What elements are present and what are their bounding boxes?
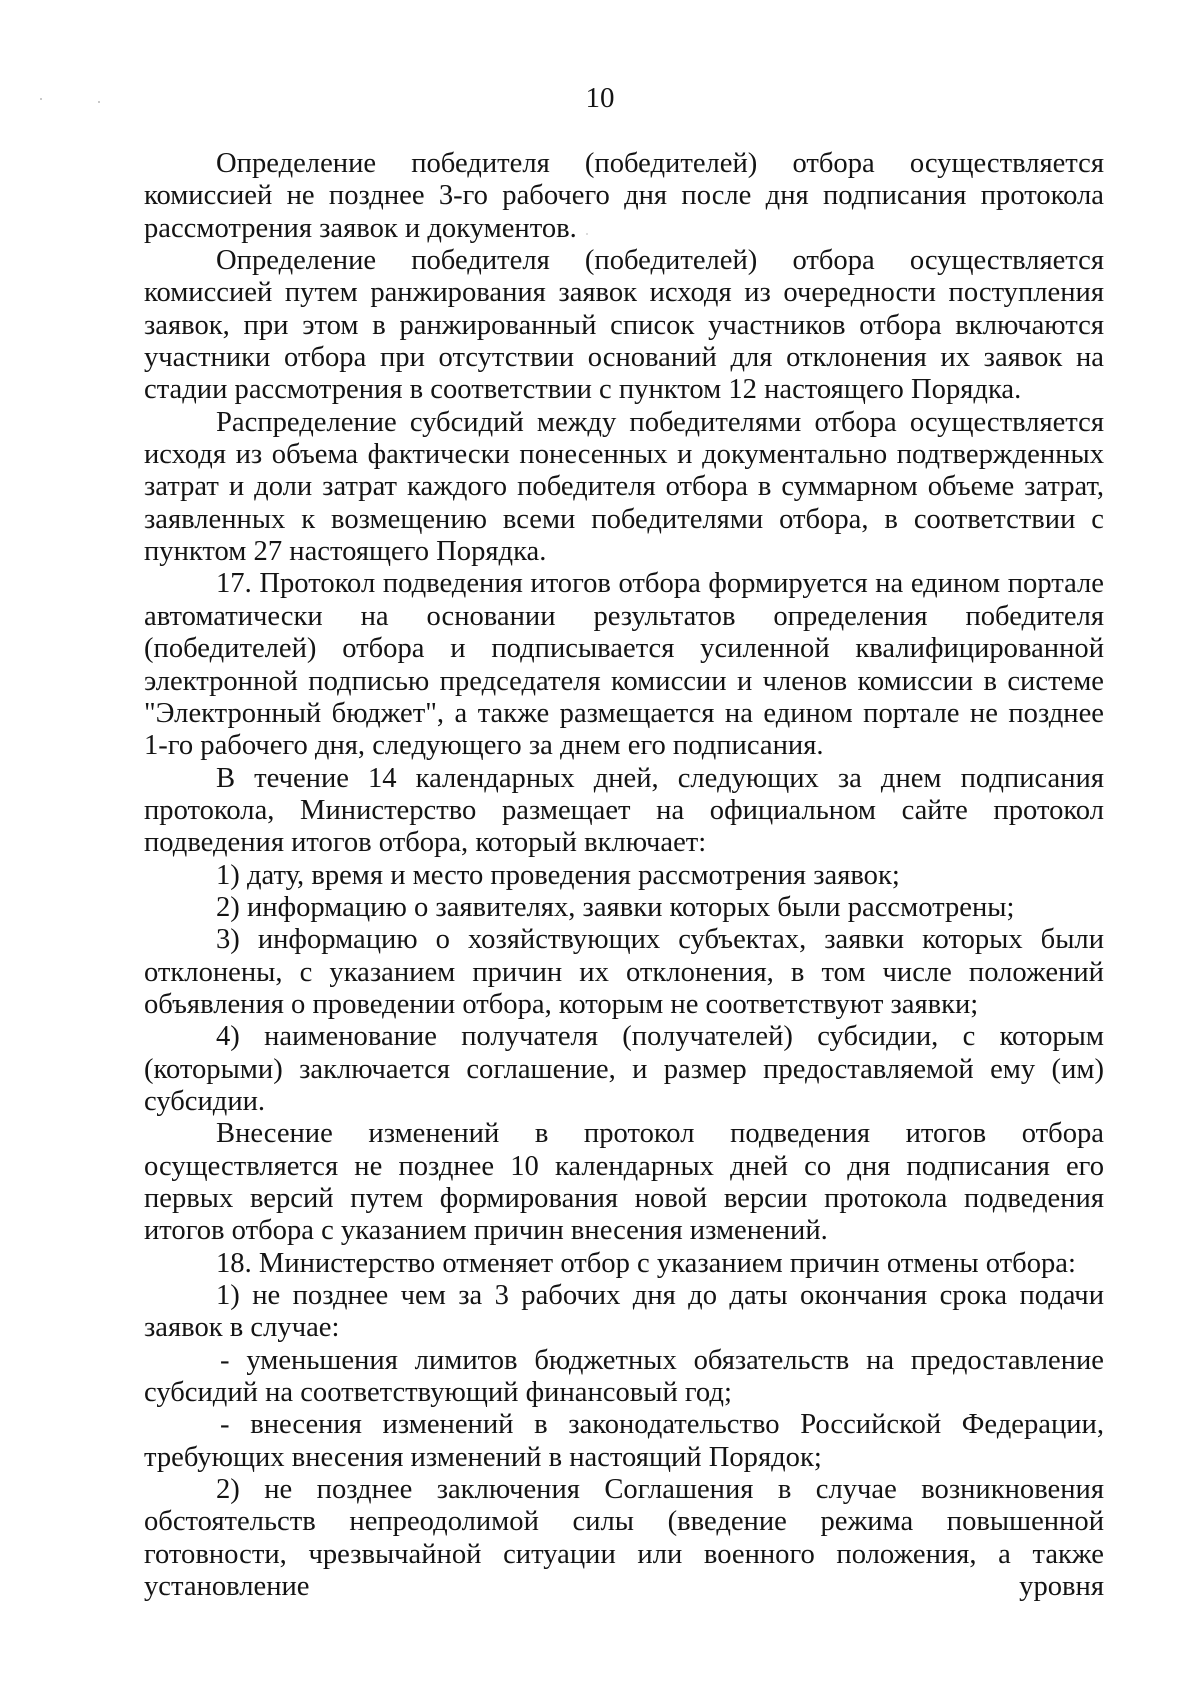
list-item-2: 2) информацию о заявителях, заявки которых были рассмотрены; bbox=[216, 891, 1015, 923]
list-item-4: 4) наименование получателя (получателей) субсидии, с которым (которыми) заключается соглашение, и размер предоставляемой ему (им) субсидии. bbox=[144, 1021, 1104, 1117]
document-body bbox=[144, 148, 1104, 1603]
list-item-18-1: 1) не позднее чем за 3 рабочих дня до даты окончания срока подачи заявок в случае: bbox=[144, 1280, 1104, 1344]
dash-item-legislation-changes: - внесения изменений в законодательство Российской Федерации, требующих внесения изменений в настоящий Порядок; bbox=[144, 1409, 1104, 1473]
paragraph-winner-deadline: Определение победителя (победителей) отбора осуществляется комиссией не позднее 3-го рабочего дня после дня подписания протокола рассмотрения заявок и документов. bbox=[144, 148, 1104, 244]
list-item-3: 3) информацию о хозяйствующих субъектах, заявки которых были отклонены, с указанием причин их отклонения, в том числе положений объявления о проведении отбора, которым не соответствуют заявки; bbox=[144, 924, 1104, 1020]
paragraph-winner-ranking: Определение победителя (победителей) отбора осуществляется комиссией путем ранжирования заявок исходя из очередности поступления заявок, при этом в ранжированный список участников отбора включаются участники отбора при отсутствии оснований для отклонения их заявок на стадии рассмотрения в соответствии с пунктом 12 настоящего Порядка. bbox=[144, 245, 1104, 406]
list-item-18-2: 2) не позднее заключения Соглашения в случае возникновения обстоятельств непреодолимой силы (введение режима повышенной готовности, чрезвычайной ситуации или военного положения, а также установление уровня bbox=[144, 1474, 1104, 1603]
paragraph-subsidy-distribution: Распределение субсидий между победителями отбора осуществляется исходя из объема фактически понесенных и документально подтвержденных затрат и доли затрат каждого победителя отбора в суммарном объеме затрат, заявленных к возмещению всеми победителями отбора, в соответствии с пунктом 27 настоящего Порядка. bbox=[144, 406, 1104, 568]
page-number: 10 bbox=[585, 82, 615, 114]
paragraph-item-17: 17. Протокол подведения итогов отбора формируется на едином портале автоматически на основании результатов определения победителя (победителей) отбора и подписывается усиленной квалифицированной электронной подписью председателя комиссии и членов комиссии в системе "Электронный бюджет", а также размещается на едином портале не позднее 1-го рабочего дня, следующего за днем его подписания. bbox=[144, 568, 1104, 762]
paragraph-protocol-publication: В течение 14 календарных дней, следующих за днем подписания протокола, Министерство размещает на официальном сайте протокол подведения итогов отбора, который включает: bbox=[144, 762, 1104, 859]
dash-item-budget-limits: - уменьшения лимитов бюджетных обязательств на предоставление субсидий на соответствующий финансовый год; bbox=[144, 1344, 1104, 1409]
list-item-1: 1) дату, время и место проведения рассмотрения заявок; bbox=[216, 859, 900, 891]
paragraph-item-18: 18. Министерство отменяет отбор с указанием причин отмены отбора: bbox=[216, 1247, 1076, 1279]
paragraph-protocol-changes: Внесение изменений в протокол подведения итогов отбора осуществляется не позднее 10 календарных дней со дня подписания его первых версий путем формирования новой версии протокола подведения итогов отбора с указанием причин внесения изменений. bbox=[144, 1118, 1104, 1247]
